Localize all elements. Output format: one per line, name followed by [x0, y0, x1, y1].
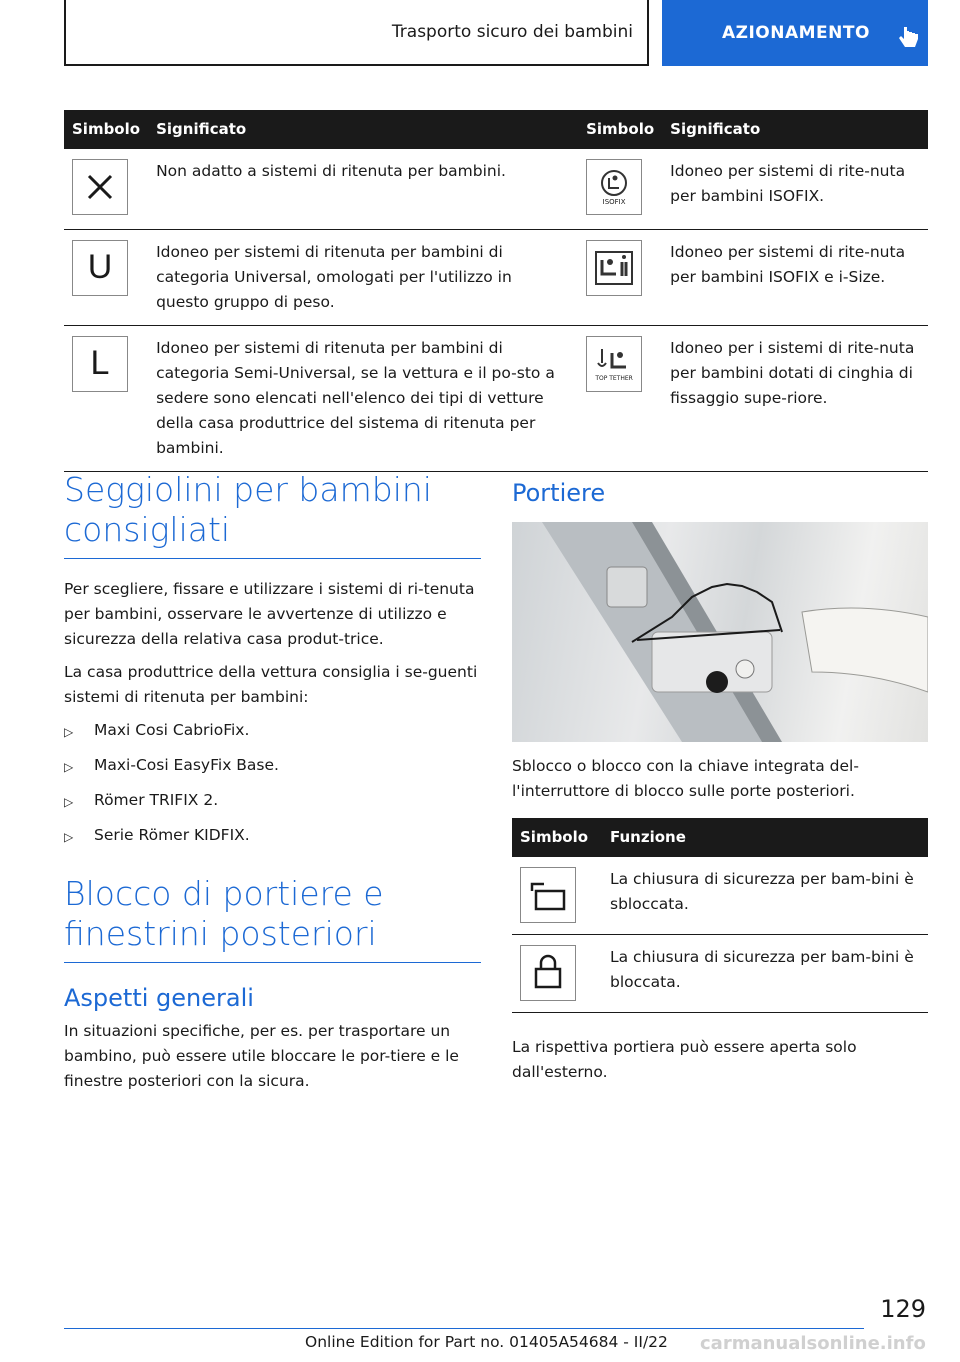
door-lock-photo	[512, 522, 928, 742]
column-header: Funzione	[602, 818, 928, 857]
paragraph: La casa produttrice della vettura consiglia i se-guenti sistemi di ritenuta per bambini:	[64, 663, 478, 706]
letter-l-icon	[72, 336, 128, 392]
table-cell: La chiusura di sicurezza per bam-bini è sbloccata.	[602, 857, 928, 934]
table-cell: Idoneo per sistemi di ritenuta per bambini di categoria Universal, omologati per l'utilizzo in questo gruppo di peso.	[148, 229, 578, 325]
paragraph: Per scegliere, fissare e utilizzare i sistemi di ri-tenuta per bambini, osservare le avvertenze di utilizzo e sicurezza della relativa casa produt-trice.	[64, 580, 475, 648]
column-header: Significato	[148, 110, 578, 149]
list-item-label: Römer TRIFIX 2.	[94, 791, 219, 809]
list-item-label: Maxi-Cosi EasyFix Base.	[94, 756, 279, 774]
table-row	[64, 325, 928, 471]
isofix-icon	[586, 159, 642, 215]
section-title-door-window-lock: Blocco di portiere e finestrini posteriori	[64, 874, 481, 963]
photo-caption: Sblocco o blocco con la chiave integrata del-l'interruttore di blocco sulle porte posteriori.	[512, 757, 859, 800]
list-item-label: Maxi Cosi CabrioFix.	[94, 721, 250, 739]
header-section	[64, 0, 649, 66]
top-tether-icon	[586, 336, 642, 392]
letter-u-label: U	[87, 248, 113, 286]
right-column	[512, 470, 928, 1093]
section-title-recommended-seats: Seggiolini per bambini consigliati	[64, 470, 481, 559]
page-number: 129	[880, 1295, 926, 1323]
table-cell: La chiusura di sicurezza per bam-bini è bloccata.	[602, 934, 928, 1012]
header-section-label: Trasporto sicuro dei bambini	[391, 22, 633, 42]
isofix-isize-icon	[586, 240, 642, 296]
bullet-triangle-icon: ▷	[64, 760, 74, 774]
header-chapter	[662, 0, 928, 66]
recommended-seats-list	[64, 718, 481, 850]
locked-icon	[520, 945, 576, 1001]
list-item	[64, 788, 481, 815]
isofix-label: ISOFIX	[602, 198, 626, 206]
table-cell: Idoneo per sistemi di rite-nuta per bambini ISOFIX.	[662, 149, 928, 229]
list-item	[64, 753, 481, 780]
subsection-title: Aspetti generali	[64, 984, 254, 1012]
table-header-row	[64, 110, 928, 149]
subsection-title-doors: Portiere	[512, 479, 606, 507]
list-item-label: Serie Römer KIDFIX.	[94, 826, 250, 844]
table-header-row	[512, 818, 928, 857]
table-cell: Idoneo per sistemi di ritenuta per bambini di categoria Semi-Universal, se la vettura e il po-sto a sedere sono elencati nell'elenco dei tipi di vetture della casa produttrice del sistema di ritenuta per bambini.	[148, 325, 578, 471]
bullet-triangle-icon: ▷	[64, 795, 74, 809]
function-table	[512, 818, 928, 1013]
hand-pointer-icon	[898, 25, 920, 51]
table-row	[64, 229, 928, 325]
bullet-triangle-icon: ▷	[64, 830, 74, 844]
list-item	[64, 718, 481, 745]
left-column	[64, 470, 481, 1102]
top-tether-label: TOP TETHER	[595, 374, 633, 382]
footer-edition: Online Edition for Part no. 01405A54684 - II/22	[305, 1333, 668, 1351]
table-cell: Idoneo per sistemi di rite-nuta per bambini ISOFIX e i-Size.	[662, 229, 928, 325]
table-row	[512, 857, 928, 934]
symbols-table	[64, 110, 928, 472]
watermark: carmanualsonline.info	[700, 1333, 926, 1354]
bullet-triangle-icon: ▷	[64, 725, 74, 739]
table-cell: Non adatto a sistemi di ritenuta per bambini.	[148, 149, 578, 229]
header-chapter-label: AZIONAMENTO	[722, 23, 870, 43]
letter-u-icon	[72, 240, 128, 296]
letter-l-label: L	[90, 344, 110, 382]
table-row	[512, 934, 928, 1012]
unlocked-icon	[520, 867, 576, 923]
table-row	[64, 149, 928, 229]
paragraph: La rispettiva portiera può essere aperta solo dall'esterno.	[512, 1037, 857, 1081]
column-header: Simbolo	[64, 110, 148, 149]
list-item	[64, 823, 481, 850]
column-header: Simbolo	[578, 110, 662, 149]
column-header: Simbolo	[512, 818, 602, 857]
column-header: Significato	[662, 110, 928, 149]
cross-icon	[72, 159, 128, 215]
footer-divider	[64, 1328, 864, 1329]
paragraph: In situazioni specifiche, per es. per trasportare un bambino, può essere utile bloccare le por-tiere e le finestre posteriori con la sicura.	[64, 1022, 459, 1090]
table-cell: Idoneo per i sistemi di rite-nuta per bambini dotati di cinghia di fissaggio supe-riore.	[662, 325, 928, 471]
